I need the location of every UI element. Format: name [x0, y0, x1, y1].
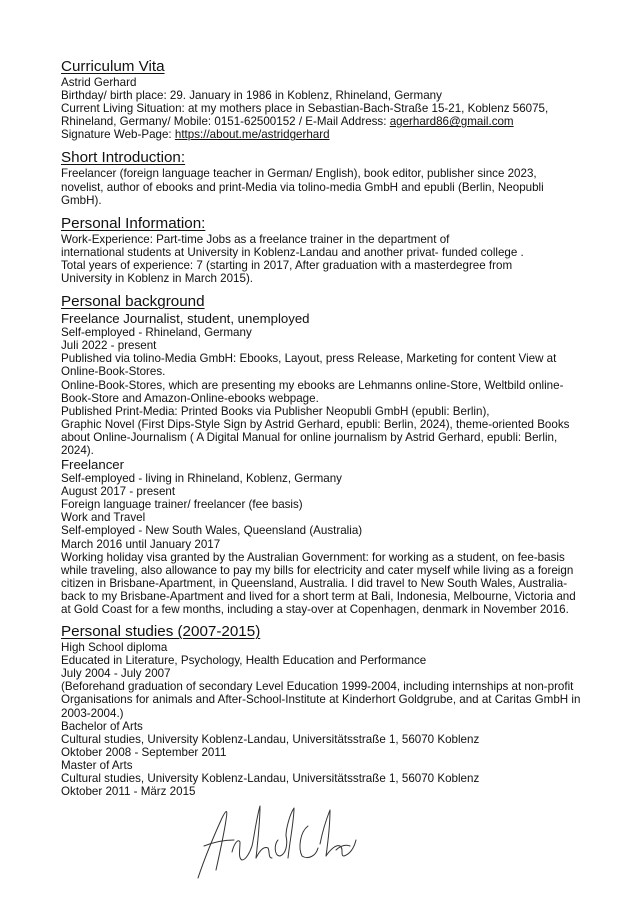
job-line: Graphic Novel (First Dips-Style Sign by Astrid Gerhard, epubli: Berlin, 2024), theme-oriented Books about Online-Journalism ( A Digital Manual for online journalism by Astrid Gerhard, epubli: Berlin, 2024).: [61, 417, 570, 457]
job-line: Self-employed - New South Wales, Queensland (Australia): [61, 524, 363, 538]
personal-line: international students at University in Koblenz-Landau and another privat- funded college .: [61, 245, 524, 259]
intro-text: Freelancer (foreign language teacher in German/ English), book editor, publisher since 2023, novelist, author of ebooks and print-Media via tolino-media GmbH and epubli (Berlin, Neopubli GmbH).: [61, 167, 544, 207]
studies-line: July 2004 - July 2007: [61, 667, 171, 681]
job-title: Freelancer: [61, 457, 125, 473]
studies-line: Cultural studies, University Koblenz-Landau, Universitätsstraße 1, 56070 Koblenz: [61, 772, 480, 786]
job-line: Juli 2022 - present: [61, 339, 157, 353]
personal-heading: Personal Information:: [61, 214, 206, 232]
studies-line: High School diploma: [61, 641, 168, 655]
web-page-link[interactable]: https://about.me/astridgerhard: [174, 128, 330, 142]
cv-title: Curriculum Vita: [61, 58, 165, 75]
studies-heading: Personal studies (2007-2015): [61, 623, 261, 641]
job-line: Self-employed - Rhineland, Germany: [61, 326, 252, 340]
email-link[interactable]: agerhard86@gmail.com: [389, 115, 514, 129]
job-line: March 2016 until January 2017: [61, 537, 221, 551]
job-title: Freelance Journalist, student, unemployed: [61, 311, 310, 327]
job-line: Foreign language trainer/ freelancer (fee basis): [61, 498, 303, 512]
cv-birth: Birthday/ birth place: 29. January in 1986 in Koblenz, Rhineland, Germany: [61, 89, 442, 103]
job-line: Work and Travel: [61, 511, 146, 525]
cv-name: Astrid Gerhard: [61, 76, 137, 89]
personal-line: Total years of experience: 7 (starting in 2017, After graduation with a masterdegree from: [61, 258, 513, 272]
job-line: Published via tolino-Media GmbH: Ebooks, Layout, press Release, Marketing for content View at Online-Book-Stores.: [61, 352, 557, 379]
job-line: August 2017 - present: [61, 485, 176, 499]
studies-line: (Beforehand graduation of secondary Level Education 1999-2004, including internships at non-profit Organisations for animals and After-School-Institute at Kinderhort Goldgrube, and at Caritas GmbH in 2003-2004.): [61, 680, 581, 720]
studies-line: Cultural studies, University Koblenz-Landau, Universitätsstraße 1, 56070 Koblenz: [61, 732, 480, 746]
job-line: Self-employed - living in Rhineland, Koblenz, Germany: [61, 472, 342, 486]
personal-line: University in Koblenz in March 2015).: [61, 272, 254, 286]
job-line: Online-Book-Stores, which are presenting my ebooks are Lehmanns online-Store, Weltbild online-Book-Store and Amazon-Online-ebooks webpage.: [61, 378, 564, 405]
intro-heading: Short Introduction:: [61, 149, 186, 167]
job-line: Working holiday visa granted by the Australian Government: for working as a student, on fee-basis while traveling, also allowance to pay my bills for electricity and cater myself while living as a foreign citizen in Brisbane-Apartment, in Queensland, Australia. I did travel to New South Wales, Australia- back to my Brisbane-Apartment and lived for a short term at Bali, Indonesia, Melbourne, Victoria and at Gold Coast for a few months, including a stay-over at Copenhagen, denmark in November 2016.: [61, 550, 576, 616]
cv-contact: [61, 115, 581, 128]
background-heading: Personal background: [61, 293, 205, 311]
cv-web: [61, 128, 581, 141]
cv-web-prefix: Signature Web-Page:: [61, 128, 175, 142]
personal-line: Work-Experience: Part-time Jobs as a freelance trainer in the department of: [61, 232, 450, 246]
job-line: Published Print-Media: Printed Books via Publisher Neopubli GmbH (epubli: Berlin),: [61, 404, 490, 418]
cv-document: [61, 58, 581, 798]
studies-line: Oktober 2011 - März 2015: [61, 785, 196, 799]
studies-line: Educated in Literature, Psychology, Health Education and Performance: [61, 654, 427, 668]
handwritten-signature: [190, 800, 370, 880]
studies-line: Oktober 2008 - September 2011: [61, 745, 227, 759]
studies-line: Master of Arts: [61, 758, 133, 772]
studies-line: Bachelor of Arts: [61, 719, 143, 733]
cv-contact-prefix: Rhineland, Germany/ Mobile: 0151-62500152 / E-Mail Address:: [61, 115, 390, 129]
cv-living: Current Living Situation: at my mothers place in Sebastian-Bach-Straße 15-21, Koblenz 56075,: [61, 102, 549, 116]
